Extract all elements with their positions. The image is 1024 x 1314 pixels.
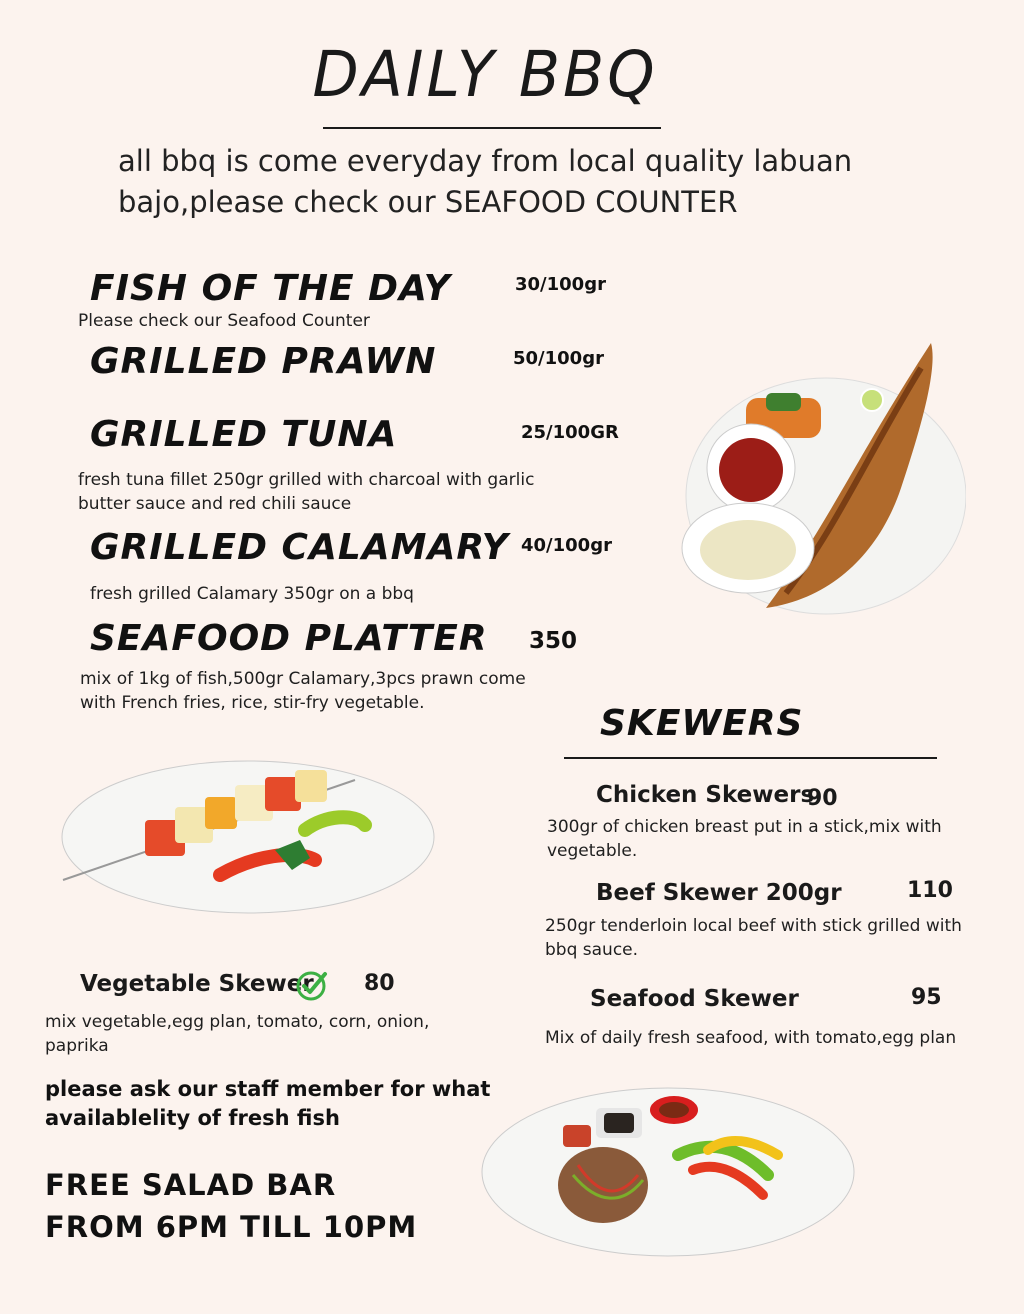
skewer-desc: 300gr of chicken breast put in a stick,mix with vegetable. xyxy=(547,817,942,861)
intro-text: all bbq is come everyday from local quality labuan bajo,please check our SEAFOOD COUNTER xyxy=(118,144,853,219)
vegetarian-check-icon xyxy=(295,969,329,1001)
dish-desc: fresh tuna fillet 250gr grilled with charcoal with garlic butter sauce and red chili sauce xyxy=(78,470,535,514)
dish-price: 50/100gr xyxy=(513,348,604,369)
skewer-name: Beef Skewer 200gr xyxy=(596,880,842,906)
vegetable-skewer-price: 80 xyxy=(364,971,395,996)
skewer-price: 90 xyxy=(807,786,838,811)
grilled-fish-photo xyxy=(676,338,966,618)
skewers-heading: SKEWERS xyxy=(600,703,804,744)
skewer-desc: Mix of daily fresh seafood, with tomato,egg plan xyxy=(545,1028,957,1048)
skewer-name: Seafood Skewer xyxy=(590,986,799,1012)
salad-bar-note: FREE SALAD BAR FROM 6PM TILL 10PM xyxy=(45,1168,418,1244)
dish-desc: Please check our Seafood Counter xyxy=(78,311,370,331)
dish-desc: fresh grilled Calamary 350gr on a bbq xyxy=(90,584,414,604)
staff-note: please ask our staff member for what availablelity of fresh fish xyxy=(45,1077,491,1130)
dish-price: 25/100GR xyxy=(521,422,619,443)
dish-desc: mix of 1kg of fish,500gr Calamary,3pcs prawn come with French fries, rice, stir-fry vegetable. xyxy=(80,669,526,713)
skewer-photo xyxy=(55,755,440,920)
skewer-price: 110 xyxy=(907,878,953,903)
dish-name: GRILLED CALAMARY xyxy=(90,527,509,568)
title-divider xyxy=(323,127,661,129)
skewer-desc: 250gr tenderloin local beef with stick grilled with bbq sauce. xyxy=(545,916,962,960)
dish-name: GRILLED PRAWN xyxy=(90,341,437,382)
dish-price: 30/100gr xyxy=(515,274,606,295)
dish-name: GRILLED TUNA xyxy=(90,414,398,455)
vegetable-skewer-desc: mix vegetable,egg plan, tomato, corn, onion, paprika xyxy=(45,1012,430,1056)
dish-price: 40/100gr xyxy=(521,535,612,556)
vegetable-skewer-name: Vegetable Skewer xyxy=(80,971,314,997)
skewer-name: Chicken Skewers xyxy=(596,782,815,808)
skewer-price: 95 xyxy=(911,985,942,1010)
dish-price: 350 xyxy=(529,628,578,654)
page-title: DAILY BBQ xyxy=(312,38,658,112)
dish-name: FISH OF THE DAY xyxy=(90,268,451,309)
beef-plate-photo xyxy=(478,1080,858,1260)
dish-name: SEAFOOD PLATTER xyxy=(90,618,488,659)
skewers-divider xyxy=(564,757,937,759)
